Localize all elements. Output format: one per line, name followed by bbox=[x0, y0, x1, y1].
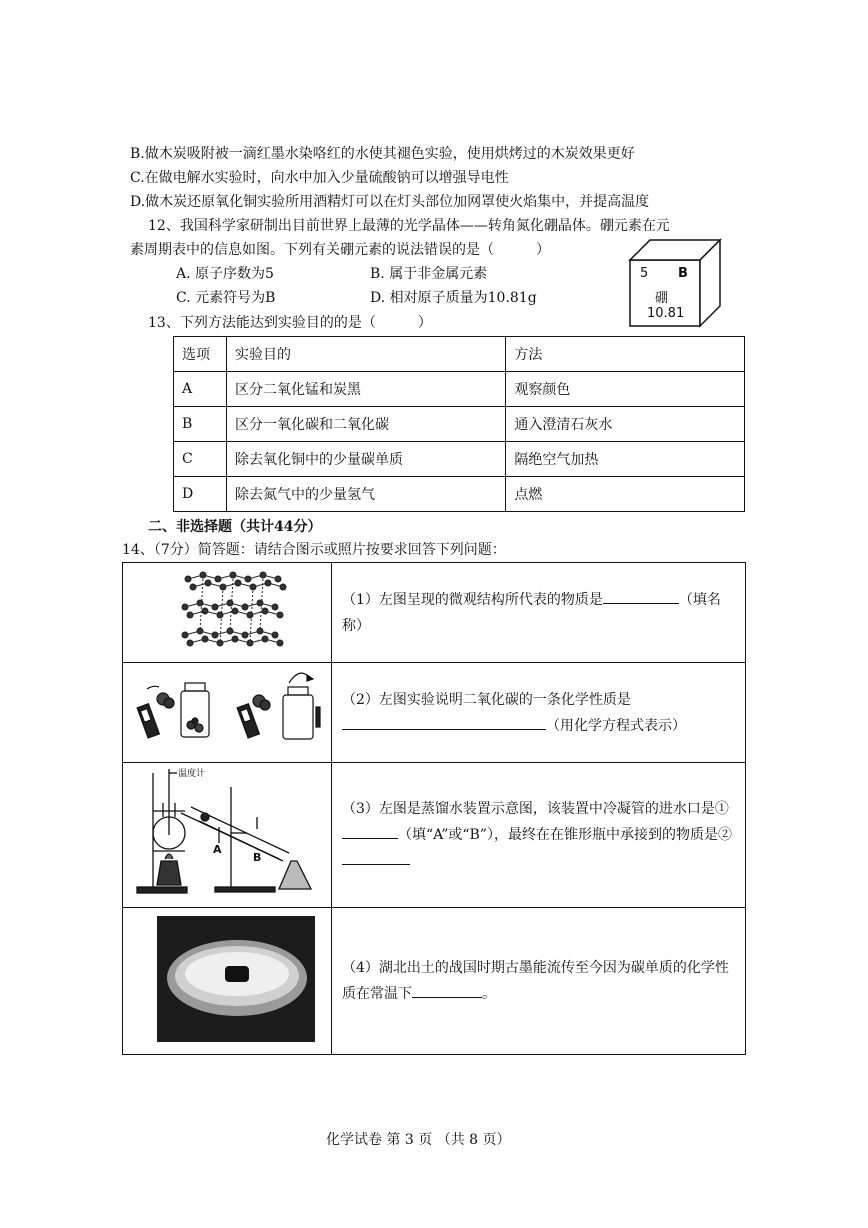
q13-stem: 13、下列方法能达到实验目的的是（ ） bbox=[148, 315, 432, 331]
answer-blank[interactable] bbox=[412, 981, 482, 998]
table-row bbox=[174, 442, 745, 477]
graphite-structure-figure bbox=[123, 563, 332, 663]
q14-part2 bbox=[332, 663, 746, 763]
answer-blank[interactable] bbox=[603, 587, 679, 604]
inlet-label-b: B bbox=[253, 851, 262, 864]
table-row bbox=[123, 908, 746, 1055]
q14-part4-text-a: （4）湖北出土的战国时期古墨能流传至今因为碳单质的化学性质在常温下 bbox=[342, 960, 729, 1002]
table-cell: 通入澄清石灰水 bbox=[506, 407, 745, 442]
element-atomic-number: 5 bbox=[640, 266, 649, 281]
element-name: 硼 bbox=[655, 291, 669, 306]
section-heading: 二、非选择题（共计44分） bbox=[148, 519, 322, 535]
q14-part1 bbox=[332, 563, 746, 663]
q12-option-d: D. 相对原子质量为10.81g bbox=[370, 290, 537, 306]
table-row bbox=[123, 663, 746, 763]
graphite-structure-icon bbox=[123, 563, 331, 658]
table-cell: 点燃 bbox=[506, 477, 745, 512]
answer-blank[interactable] bbox=[342, 713, 546, 730]
table-cell: 隔绝空气加热 bbox=[506, 442, 745, 477]
table-row bbox=[123, 563, 746, 663]
table-cell: A bbox=[174, 372, 227, 407]
table-row bbox=[174, 372, 745, 407]
ancient-ink-photo bbox=[123, 908, 332, 1055]
ink-stick-photo-icon bbox=[123, 908, 331, 1050]
table-row bbox=[174, 407, 745, 442]
table-cell: 区分二氧化锰和炭黑 bbox=[226, 372, 505, 407]
q14-part2-text-a: （2）左图实验说明二氧化碳的一条化学性质是 bbox=[342, 691, 631, 708]
table-cell: B bbox=[174, 407, 227, 442]
page-footer: 化学试卷 第 3 页 （共 8 页） bbox=[326, 1132, 511, 1148]
element-symbol: B bbox=[678, 266, 688, 281]
q12-option-a: A. 原子序数为5 bbox=[176, 266, 274, 282]
option-c-text: C.在做电解水实验时，向水中加入少量硫酸钠可以增强导电性 bbox=[130, 170, 509, 186]
boron-element-card bbox=[628, 238, 722, 328]
table-header-cell: 实验目的 bbox=[226, 337, 505, 372]
q14-part3 bbox=[332, 763, 746, 908]
q14-part1-text-b: （填名称） bbox=[342, 591, 721, 634]
table-row bbox=[174, 477, 745, 512]
q14-part3-text-b: （填“A”或“B”），最终在在锥形瓶中承接到的物质是② bbox=[398, 827, 732, 843]
table-cell: 观察颜色 bbox=[506, 372, 745, 407]
table-cell: C bbox=[174, 442, 227, 477]
table-cell: D bbox=[174, 477, 227, 512]
table-header-cell: 方法 bbox=[506, 337, 745, 372]
table-header-row bbox=[174, 337, 745, 372]
table-header-cell: 选项 bbox=[174, 337, 227, 372]
option-d-text: D.做木炭还原氧化铜实验所用酒精灯可以在灯头部位加网罩使火焰集中，并提高温度 bbox=[130, 194, 650, 210]
table-cell: 区分一氧化碳和二氧化碳 bbox=[226, 407, 505, 442]
q12-stem-line1: 12、我国科学家研制出目前世界上最薄的光学晶体——转角氮化硼晶体。硼元素在元 bbox=[148, 218, 670, 234]
table-cell: 除去氧化铜中的少量碳单质 bbox=[226, 442, 505, 477]
q13-table bbox=[173, 336, 745, 512]
distillation-apparatus-icon bbox=[123, 763, 331, 903]
inlet-label-a: A bbox=[213, 843, 222, 856]
q14-part4-text-b: 。 bbox=[482, 986, 496, 1002]
q14-stem: 14、（7分）简答题：请结合图示或照片按要求回答下列问题： bbox=[122, 542, 506, 558]
co2-experiment-icon bbox=[123, 663, 331, 758]
table-row bbox=[123, 763, 746, 908]
q14-part2-text-b: （用化学方程式表示） bbox=[546, 717, 686, 734]
q12-option-b: B. 属于非金属元素 bbox=[370, 266, 488, 282]
q12-stem-line2: 素周期表中的信息如图。下列有关硼元素的说法错误的是（ ） bbox=[130, 242, 550, 258]
table-cell: 除去氮气中的少量氢气 bbox=[226, 477, 505, 512]
q14-part1-text-a: （1）左图呈现的微观结构所代表的物质是 bbox=[342, 591, 603, 608]
distillation-figure bbox=[123, 763, 332, 908]
q12-option-c: C. 元素符号为B bbox=[176, 290, 276, 306]
option-b-text: B.做木炭吸附被一滴红墨水染咯红的水使其褪色实验，使用烘烤过的木炭效果更好 bbox=[130, 146, 635, 162]
q14-part3-text-a: （3）左图是蒸馏水装置示意图，该装置中冷凝管的进水口是① bbox=[342, 801, 729, 817]
answer-blank[interactable] bbox=[342, 822, 398, 839]
q14-table bbox=[122, 562, 746, 1055]
element-atomic-mass: 10.81 bbox=[647, 306, 685, 321]
co2-experiment-figure bbox=[123, 663, 332, 763]
answer-blank[interactable] bbox=[342, 848, 410, 865]
thermometer-label: 温度计 bbox=[178, 769, 206, 779]
q14-part4 bbox=[332, 908, 746, 1055]
